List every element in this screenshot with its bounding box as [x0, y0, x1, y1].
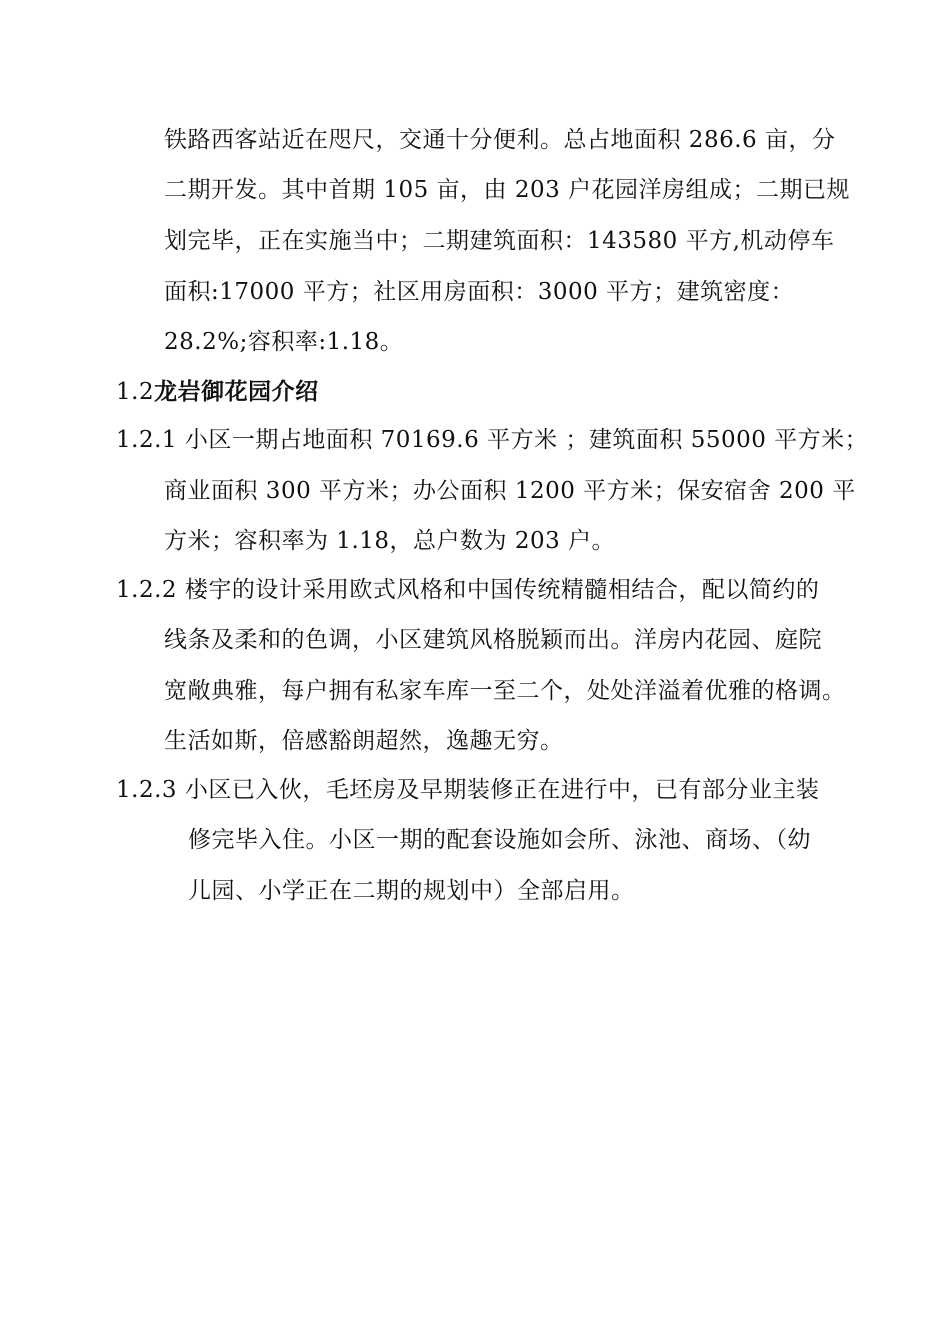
intro-line-3: 划完毕，正在实施当中；二期建筑面积：143580 平方,机动停车	[164, 228, 835, 254]
item-2-line-2: 线条及柔和的色调，小区建筑风格脱颖而出。洋房内花园、庭院	[164, 627, 822, 653]
item-2-line-1: 1.2.2 楼宇的设计采用欧式风格和中国传统精髓相结合，配以简约的	[116, 577, 820, 603]
intro-line-4: 面积:17000 平方；社区用房面积：3000 平方；建筑密度：	[164, 279, 795, 305]
section-number: 1.2	[116, 379, 155, 405]
section-heading	[116, 377, 319, 407]
item-3-line-3: 儿园、小学正在二期的规划中）全部启用。	[188, 878, 635, 904]
item-1-line-1: 1.2.1 小区一期占地面积 70169.6 平方米 ；建筑面积 55000 平方米；	[116, 427, 869, 453]
intro-line-2: 二期开发。其中首期 105 亩，由 203 户花园洋房组成；二期已规	[164, 177, 851, 203]
item-2-line-3: 宽敞典雅，每户拥有私家车库一至二个，处处洋溢着优雅的格调。	[164, 678, 846, 704]
intro-line-1: 铁路西客站近在咫尺，交通十分便利。总占地面积 286.6 亩，分	[164, 127, 836, 153]
item-1-line-3: 方米；容积率为 1.18，总户数为 203 户。	[164, 528, 616, 554]
intro-line-5: 28.2%;容积率:1.18。	[164, 329, 404, 355]
section-title: 龙岩御花园介绍	[154, 379, 319, 405]
item-2-line-4: 生活如斯，倍感豁朗超然，逸趣无穷。	[164, 728, 564, 754]
item-1-line-2: 商业面积 300 平方米；办公面积 1200 平方米；保安宿舍 200 平	[164, 478, 856, 504]
item-3-line-1: 1.2.3 小区已入伙，毛坯房及早期装修正在进行中，已有部分业主装	[116, 777, 820, 803]
item-3-line-2: 修完毕入住。小区一期的配套设施如会所、泳池、商场、（幼	[188, 827, 811, 853]
